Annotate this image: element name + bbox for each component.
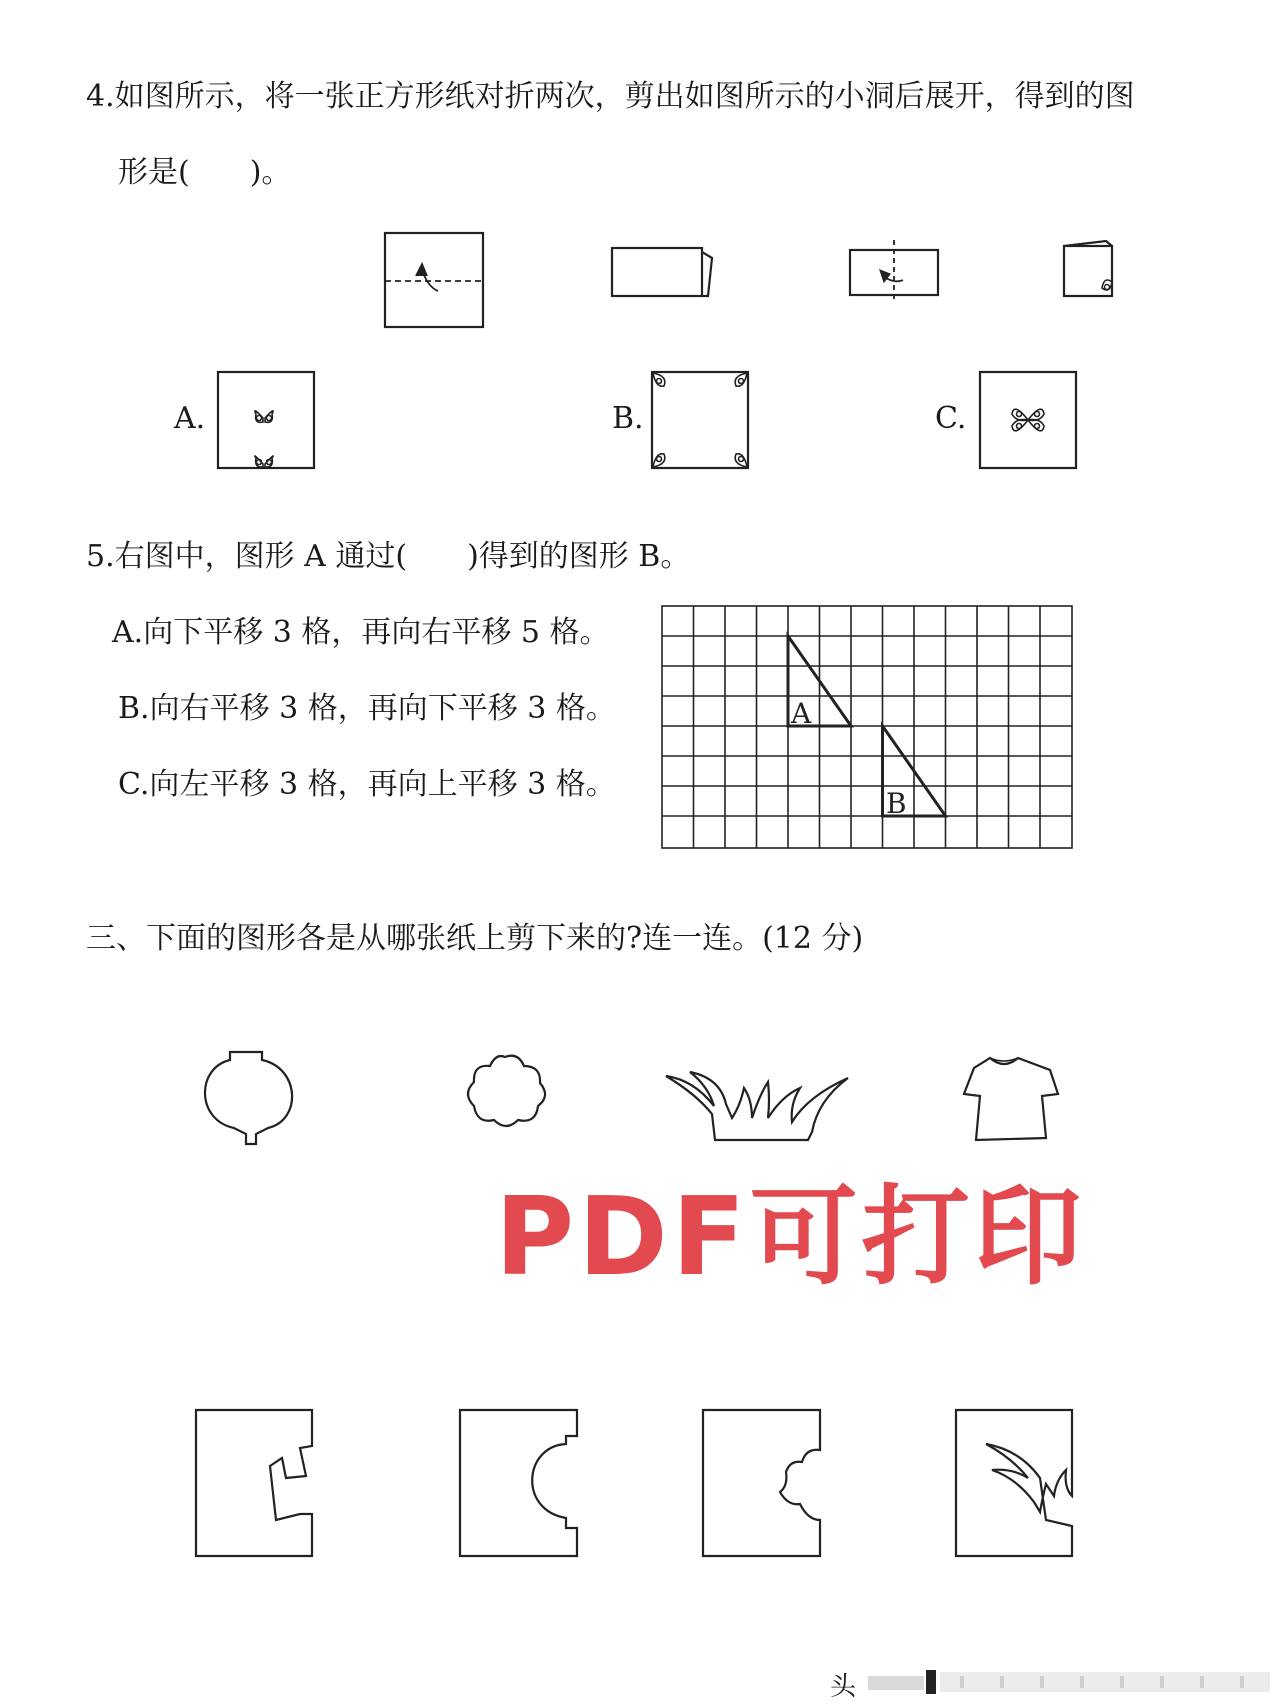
option-c-figure [980, 372, 1076, 468]
section3-heading: 三、下面的图形各是从哪张纸上剪下来的?连一连。(12 分) [86, 921, 864, 956]
fold-step-3 [850, 240, 938, 300]
translation-grid [662, 606, 1072, 848]
footer-char: 头 [830, 1672, 857, 1702]
fold-step-4 [1064, 241, 1112, 296]
option-a-figure [218, 372, 314, 468]
footer [830, 1666, 1280, 1700]
q5-option-a: A.向下平移 3 格，再向右平移 5 格。 [112, 615, 610, 650]
triangle-a-label: A [791, 697, 812, 730]
q4-option-b-label: B. [612, 401, 644, 436]
flower-shape [468, 1056, 545, 1126]
q5-option-b: B.向右平移 3 格，再向下平移 3 格。 [118, 691, 616, 726]
grass-shape [666, 1072, 848, 1140]
paper-with-lantern-cutout [460, 1410, 577, 1556]
paper-with-grass-cutout [956, 1410, 1072, 1556]
paper-with-shirt-cutout [196, 1410, 312, 1556]
watermark-text: PDF可打印 [495, 1175, 1086, 1300]
q5-option-c: C.向左平移 3 格，再向上平移 3 格。 [118, 767, 616, 802]
fold-step-1 [385, 233, 483, 327]
paper-with-flower-cutout [703, 1410, 820, 1556]
lantern-shape [205, 1052, 292, 1144]
q5-question: 5.右图中，图形 A 通过( )得到的图形 B。 [86, 539, 691, 574]
q4-option-a-label: A. [174, 401, 206, 436]
shirt-shape [964, 1058, 1058, 1140]
option-b-figure [652, 372, 748, 468]
q4-option-c-label: C. [935, 401, 967, 436]
fold-step-2 [612, 248, 712, 296]
q4-line2: 形是( )。 [118, 155, 292, 190]
q4-line1: 4.如图所示，将一张正方形纸对折两次，剪出如图所示的小洞后展开，得到的图 [86, 79, 1135, 114]
triangle-b-label: B [886, 787, 907, 820]
